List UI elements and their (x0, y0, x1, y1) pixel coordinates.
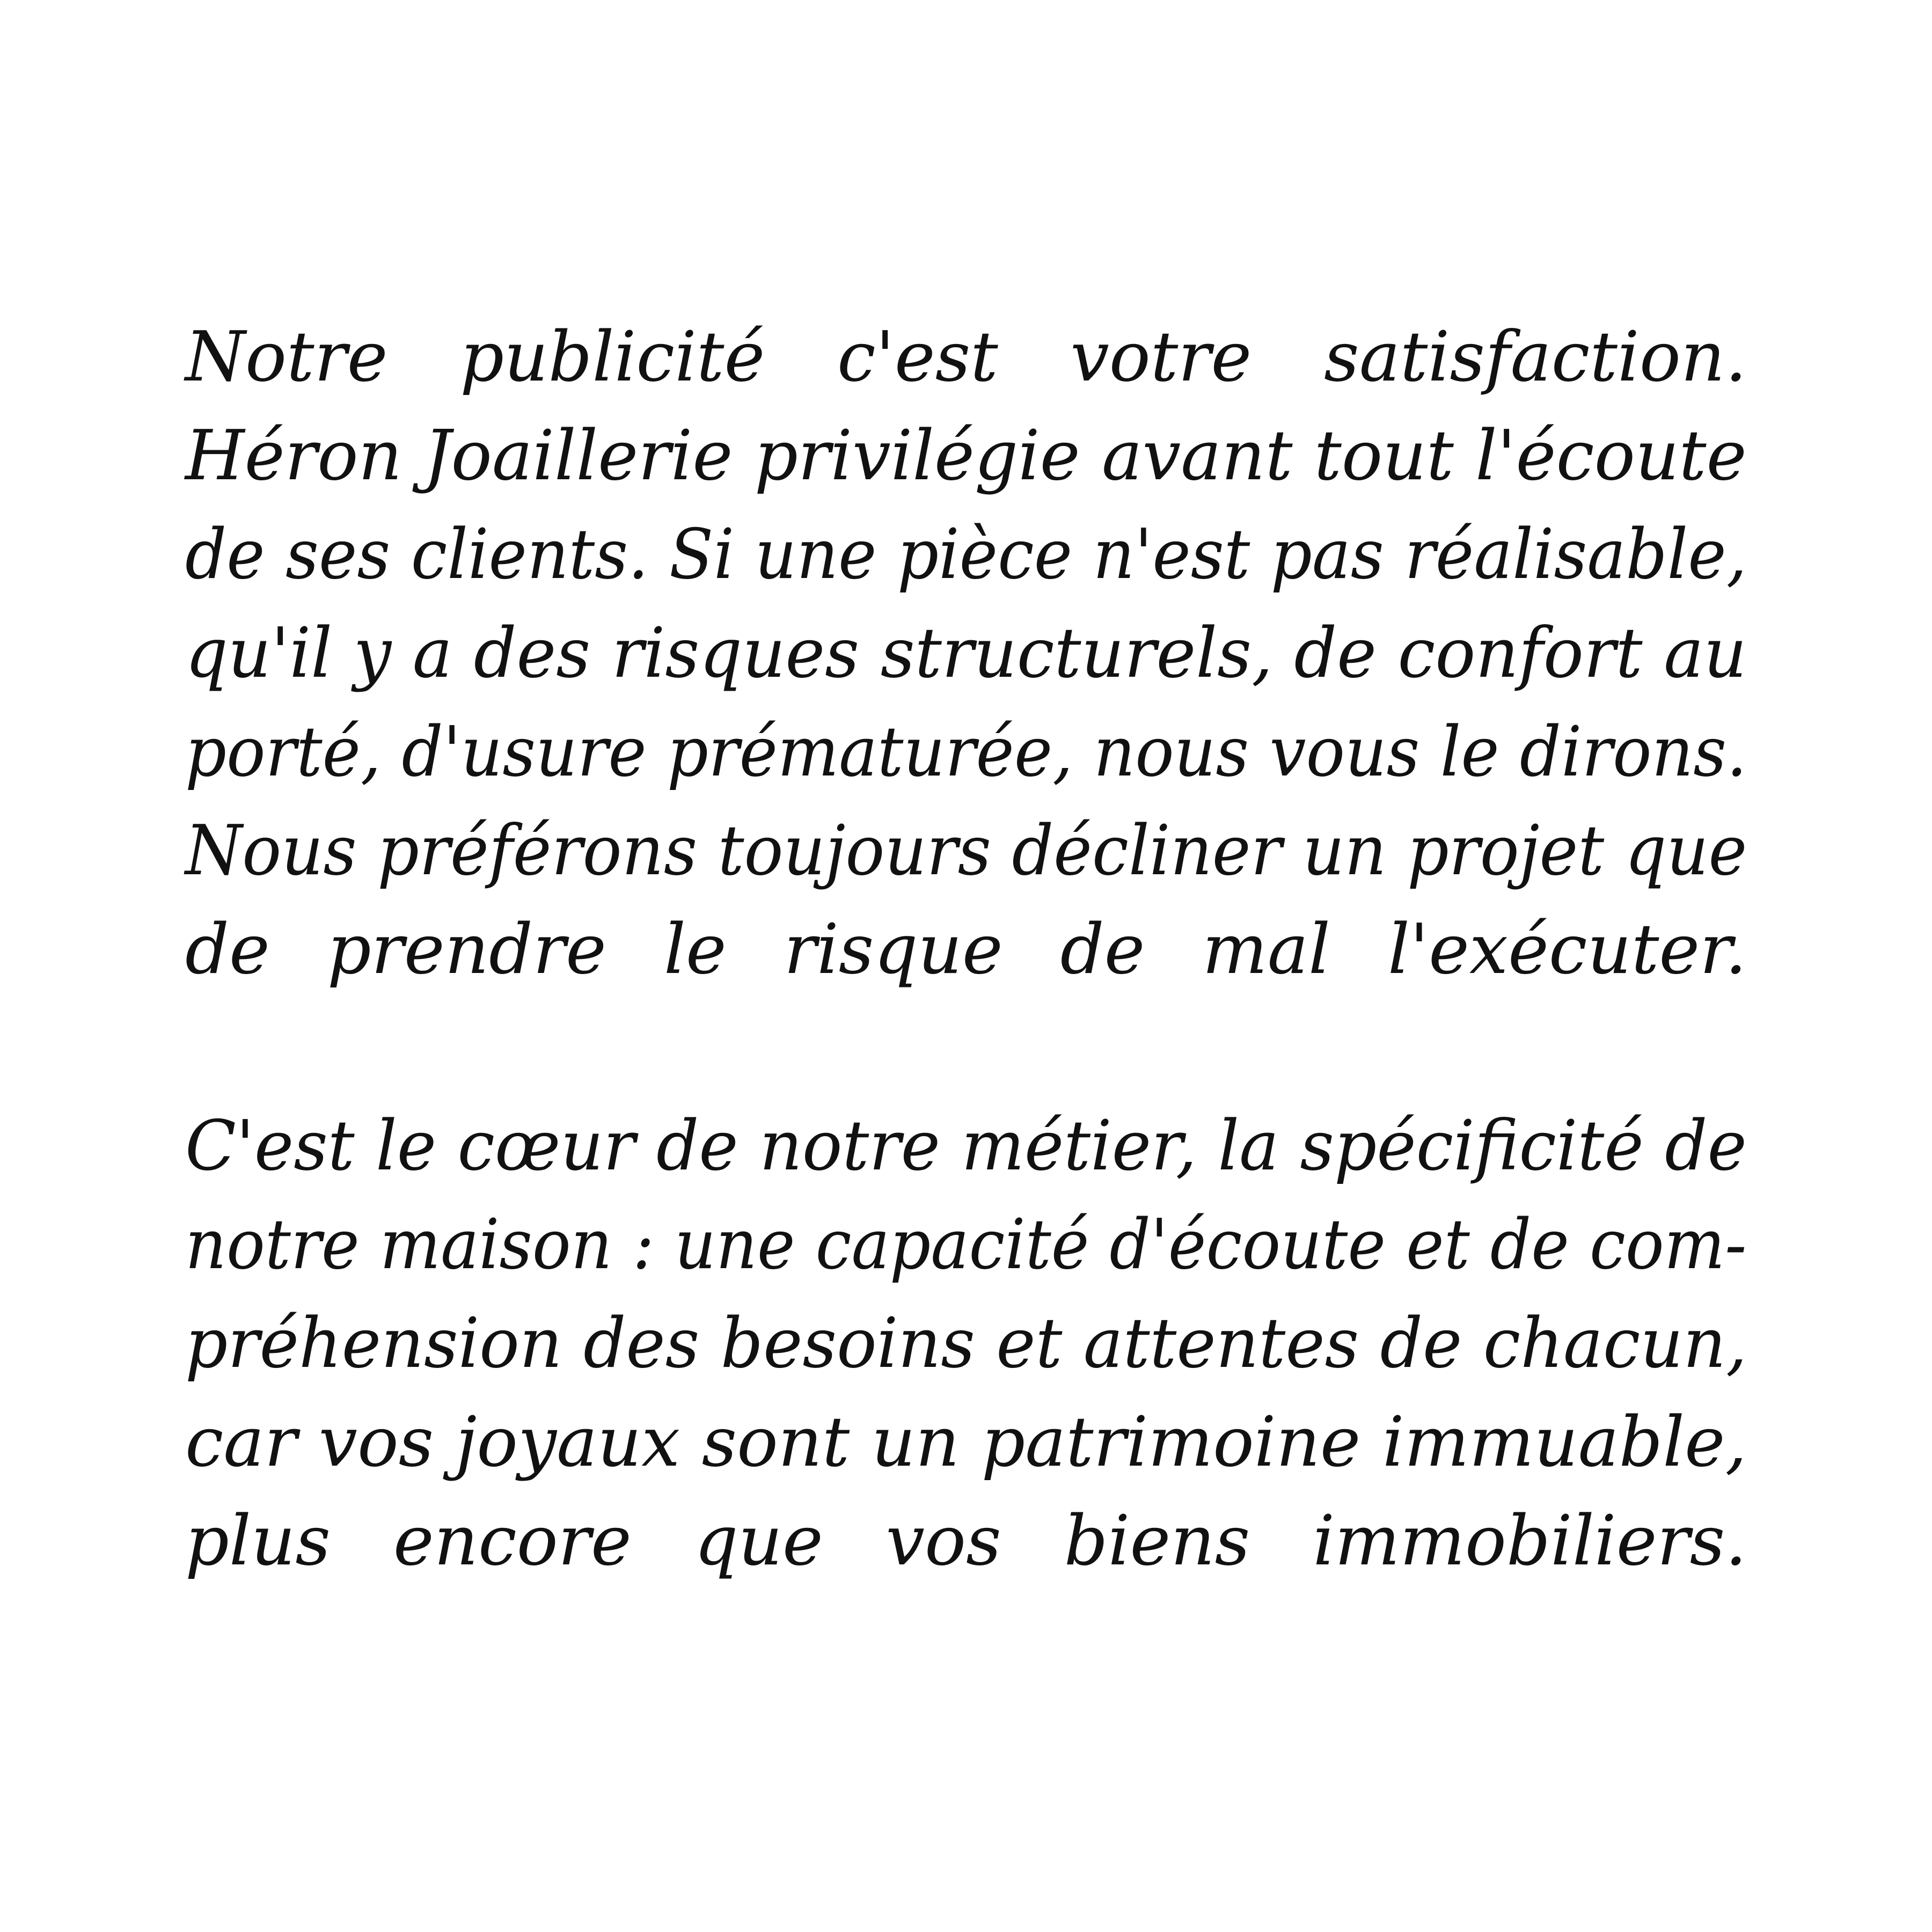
text-line: notre maison : une capacité d'écoute et de com- (185, 1205, 1747, 1285)
text-line: Héron Joaillerie privilégie avant tout l'écoute (185, 416, 1747, 496)
text-line: de ses clients. Si une pièce n'est pas réalisable, (185, 515, 1747, 595)
word: plus (185, 1501, 331, 1581)
word: le (663, 910, 727, 990)
text-line: préhension des besoins et attentes de chacun, (185, 1304, 1747, 1384)
word: vos (885, 1501, 1001, 1581)
paragraph-coeur-de-metier (185, 1097, 1747, 1591)
word: biens (1064, 1501, 1250, 1581)
text-line: Nous préférons toujours décliner un projet que (185, 811, 1747, 891)
word: de (185, 910, 270, 990)
word: votre (1070, 317, 1252, 397)
word: satisfaction. (1324, 317, 1747, 397)
word: de (1060, 910, 1145, 990)
text-line (185, 308, 1747, 407)
text-line: C'est le cœur de notre métier, la spécificité de (185, 1106, 1747, 1186)
word: risque (784, 910, 1003, 990)
word: publicité (460, 317, 765, 397)
word: que (694, 1501, 823, 1581)
text-line (185, 901, 1747, 999)
text-line: car vos joyaux sont un patrimoine immuable, (185, 1402, 1747, 1482)
word: l'exécuter. (1388, 910, 1747, 990)
paragraph-satisfaction (185, 308, 1747, 999)
word: mal (1202, 910, 1330, 990)
text-line (185, 1492, 1747, 1591)
word: prendre (327, 910, 606, 990)
word: Notre (185, 317, 388, 397)
word: c'est (837, 317, 998, 397)
word: encore (393, 1501, 632, 1581)
text-line: qu'il y a des risques structurels, de confort au (185, 613, 1747, 693)
word: immobiliers. (1313, 1501, 1747, 1581)
text-line: porté, d'usure prématurée, nous vous le dirons. (185, 712, 1747, 792)
